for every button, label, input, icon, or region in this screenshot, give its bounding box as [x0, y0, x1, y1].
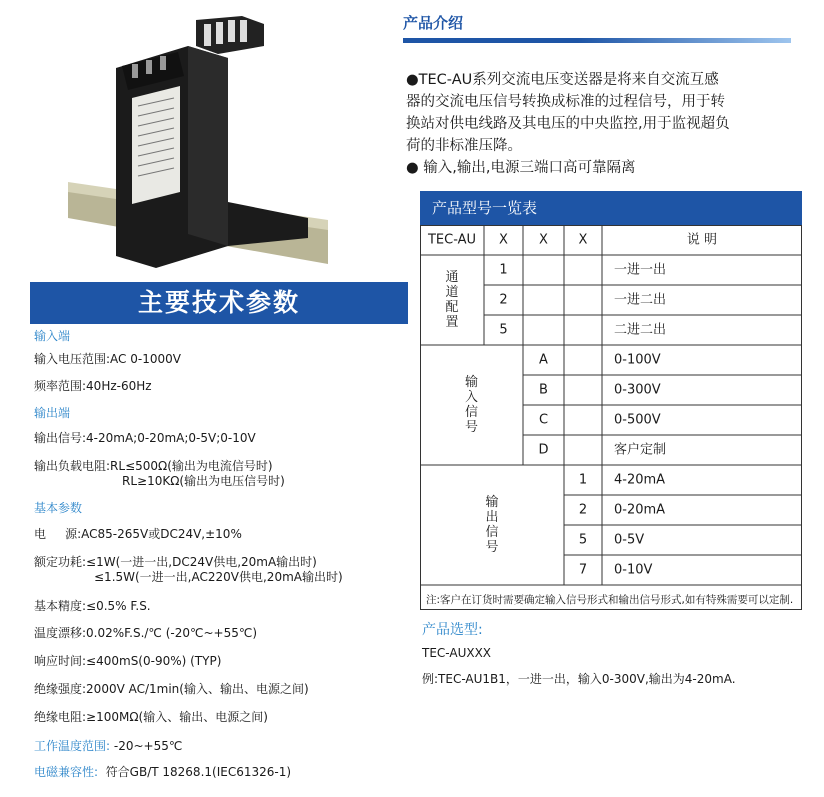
product-photo [28, 6, 368, 276]
input-section-heading: 输入端 [34, 329, 71, 343]
selection-example: 例:TEC-AU1B1，一进一出，输入0-300V,输出为4-20mA. [422, 672, 736, 686]
output-code: 1 [578, 472, 588, 488]
input-desc: 客户定制 [614, 442, 667, 458]
basic-accuracy: 基本精度:≤0.5% F.S. [34, 599, 151, 613]
working-temperature-label: 工作温度范围: [34, 739, 111, 753]
input-voltage-range: 输入电压范围:AC 0-1000V [34, 352, 181, 366]
output-label: 输 [485, 495, 499, 510]
temperature-drift: 温度漂移:0.02%F.S./℃ (-20℃~+55℃) [34, 626, 258, 640]
input-code: A [539, 352, 548, 368]
rated-power-2: ≤1.5W(一进一出,AC220V供电,20mA输出时) [94, 570, 343, 584]
intro-line-4: 荷的非标准压降。 [406, 138, 522, 154]
intro-title: 产品介绍 [403, 14, 464, 32]
output-label: 出 [485, 510, 499, 525]
intro-line-2: 器的交流电压信号转换成标准的过程信号，用于转 [406, 94, 725, 110]
intro-line-1: ●TEC-AU系列交流电压变送器是将来自交流互感 [406, 72, 719, 88]
working-temperature [34, 737, 182, 754]
table-header-cell: 说 明 [686, 232, 718, 248]
emc-label: 电磁兼容性: [34, 765, 99, 779]
output-code: 7 [578, 562, 588, 578]
model-table-grid [420, 225, 802, 610]
response-time: 响应时间:≤400mS(0-90%) (TYP) [34, 654, 222, 668]
selection-model: TEC-AUXXX [422, 646, 492, 660]
output-load-current: 输出负载电阻:RL≤500Ω(输出为电流信号时) [34, 459, 273, 473]
intro-line-3: 换站对供电线路及其电压的中央监控,用于监视超负 [406, 116, 730, 132]
input-desc: 0-300V [614, 382, 661, 398]
output-desc: 4-20mA [614, 472, 666, 488]
table-header-cell: X [578, 232, 588, 248]
params-banner: 主要技术参数 [30, 282, 408, 324]
output-section-heading: 输出端 [34, 406, 71, 420]
basic-section-heading: 基本参数 [34, 501, 83, 515]
intro-line-5: ● 输入,输出,电源三端口高可靠隔离 [406, 160, 636, 176]
channel-label: 道 [445, 285, 459, 300]
emc-value: 符合GB/T 18268.1(IEC61326-1) [98, 765, 292, 779]
output-signal: 输出信号:4-20mA;0-20mA;0-5V;0-10V [34, 431, 256, 445]
output-desc: 0-10V [614, 562, 653, 578]
emc [34, 763, 291, 780]
channel-label: 通 [445, 270, 459, 285]
working-temperature-value: -20~+55℃ [110, 739, 183, 753]
model-table [420, 191, 802, 610]
input-desc: 0-500V [614, 412, 661, 428]
input-desc: 0-100V [614, 352, 661, 368]
output-desc: 0-20mA [614, 502, 666, 518]
channel-code: 5 [499, 322, 508, 338]
rated-power-1: 额定功耗:≤1W(一进一出,DC24V供电,20mA输出时) [34, 555, 317, 569]
insulation-strength: 绝缘强度:2000V AC/1min(输入、输出、电源之间) [34, 682, 309, 696]
output-label: 号 [485, 540, 499, 555]
table-header-cell: TEC-AU [427, 232, 477, 248]
input-label: 号 [464, 420, 479, 435]
channel-desc: 一进二出 [614, 292, 667, 308]
selection-title: 产品选型: [422, 622, 483, 638]
model-table-title: 产品型号一览表 [420, 191, 802, 225]
output-desc: 0-5V [614, 532, 645, 548]
channel-code: 1 [499, 262, 508, 278]
channel-code: 2 [499, 292, 508, 308]
input-code: C [538, 412, 549, 428]
table-note: 注:客户在订货时需要确定输入信号形式和输出信号形式,如有特殊需要可以定制. [426, 594, 794, 606]
intro-divider [403, 38, 791, 43]
power-supply: 电 源:AC85-265V或DC24V,±10% [34, 527, 242, 541]
frequency-range: 频率范围:40Hz-60Hz [34, 379, 152, 393]
insulation-resistance: 绝缘电阻:≥100MΩ(输入、输出、电源之间) [34, 710, 268, 724]
output-load-voltage: RL≥10KΩ(输出为电压信号时) [122, 474, 285, 488]
output-label: 信 [485, 525, 499, 540]
channel-desc: 一进一出 [614, 262, 667, 278]
table-header-cell: X [539, 232, 548, 248]
input-label: 入 [464, 390, 479, 405]
table-header-cell: X [499, 232, 508, 248]
input-label: 信 [464, 405, 479, 420]
input-code: D [538, 442, 549, 458]
channel-label: 置 [445, 315, 459, 330]
output-code: 2 [578, 502, 588, 518]
channel-desc: 二进二出 [614, 322, 667, 338]
channel-label: 配 [445, 300, 459, 315]
input-label: 输 [464, 375, 479, 390]
output-code: 5 [578, 532, 588, 548]
input-code: B [539, 382, 548, 398]
